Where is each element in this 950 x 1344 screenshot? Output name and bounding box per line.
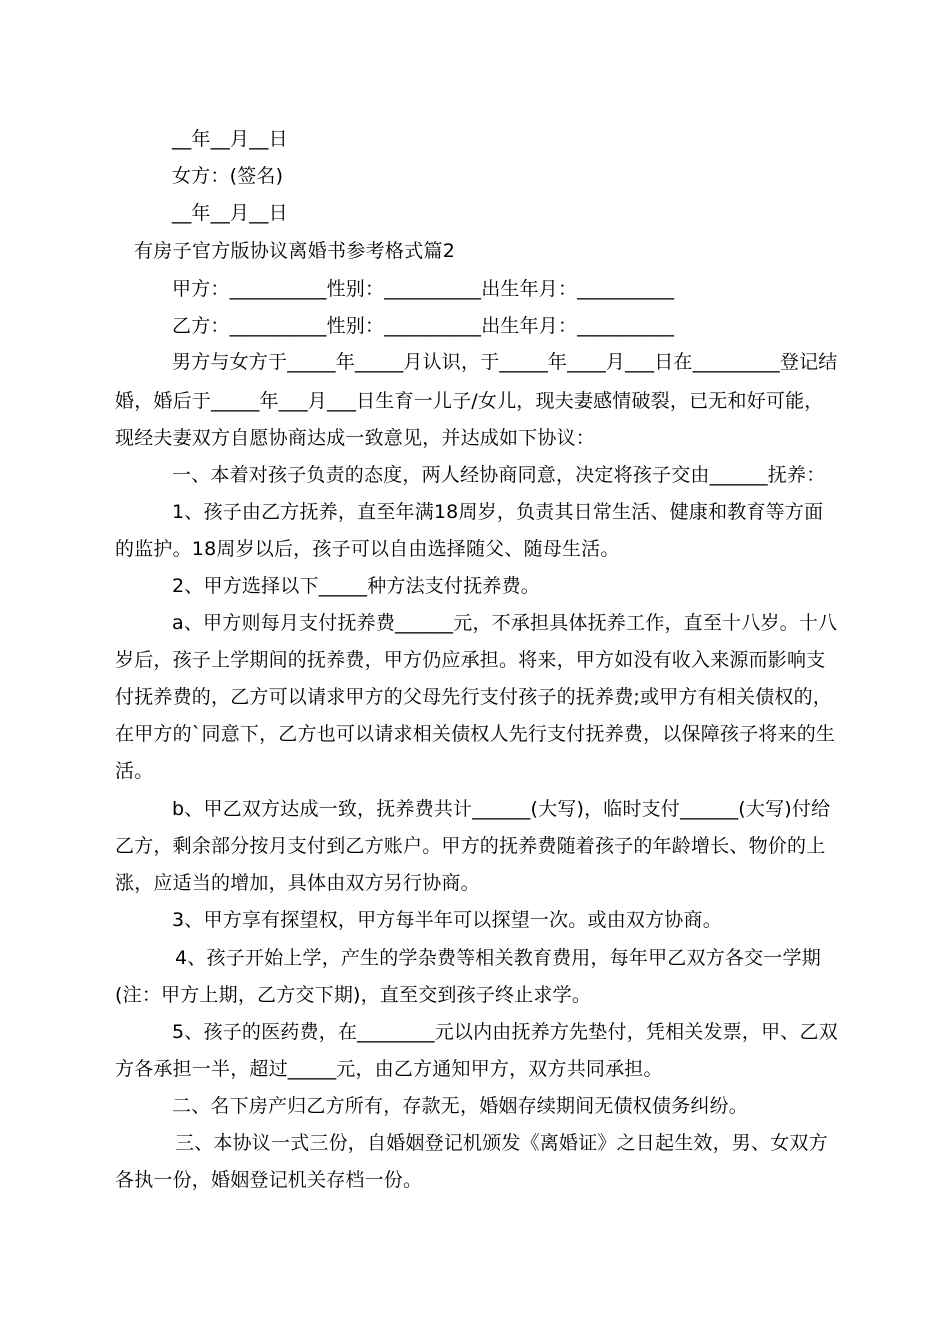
- paragraph-line: (注：甲方上期，乙方交下期)，直至交到孩子终止求学。: [115, 984, 592, 1006]
- paragraph-line: 4、孩子开始上学，产生的学杂费等相关教育费用，每年甲乙双方各交一学期: [175, 947, 821, 969]
- paragraph-line: 5、孩子的医药费，在________元以内由抚养方先垫付，凭相关发票，甲、乙双: [172, 1021, 838, 1043]
- paragraph-line: 一、本着对孩子负责的态度，两人经协商同意，决定将孩子交由______抚养：: [172, 464, 826, 486]
- paragraph-line: 的监护。18周岁以后，孩子可以自由选择随父、随母生活。: [115, 538, 620, 560]
- paragraph-line: 在甲方的`同意下，乙方也可以请求相关债权人先行支付抚养费，以保障孩子将来的生: [115, 723, 836, 745]
- date-line: __年__月__日: [172, 128, 288, 150]
- paragraph-line: 1、孩子由乙方抚养，直至年满18周岁，负责其日常生活、健康和教育等方面: [172, 501, 824, 523]
- party-b-line: 乙方：__________性别：__________出生年月：__________: [172, 315, 675, 337]
- date-line: __年__月__日: [172, 202, 288, 224]
- paragraph-line: 二、名下房产归乙方所有，存款无，婚姻存续期间无债权债务纠纷。: [172, 1095, 749, 1117]
- paragraph-line: 涨，应适当的增加，具体由双方另行协商。: [115, 872, 480, 894]
- paragraph-line: a、甲方则每月支付抚养费______元，不承担具体抚养工作，直至十八岁。十八: [172, 612, 838, 634]
- paragraph-line: 付抚养费的，乙方可以请求甲方的父母先行支付孩子的抚养费;或甲方有相关债权的，: [115, 686, 833, 708]
- party-a-line: 甲方：__________性别：__________出生年月：__________: [172, 278, 675, 300]
- paragraph-line: 男方与女方于_____年_____月认识，于_____年____月___日在_________登记结: [172, 351, 838, 373]
- paragraph-line: 三、本协议一式三份，自婚姻登记机颁发《离婚证》之日起生效，男、女双方: [175, 1132, 828, 1154]
- paragraph-line: 方各承担一半，超过_____元，由乙方通知甲方，双方共同承担。: [115, 1058, 663, 1080]
- paragraph-line: 各执一份，婚姻登记机关存档一份。: [115, 1169, 423, 1191]
- paragraph-line: 岁后，孩子上学期间的抚养费，甲方仍应承担。将来，甲方如没有收入来源而影响支: [115, 649, 826, 671]
- paragraph-line: 乙方，剩余部分按月支付到乙方账户。甲方的抚养费随着孩子的年龄增长、物价的上: [115, 835, 826, 857]
- section-title: 有房子官方版协议离婚书参考格式篇2: [134, 240, 456, 262]
- paragraph-line: 活。: [115, 760, 154, 782]
- paragraph-line: 现经夫妻双方自愿协商达成一致意见，并达成如下协议：: [115, 427, 596, 449]
- female-signature-line: 女方：(签名): [172, 165, 284, 187]
- paragraph-line: 3、甲方享有探望权，甲方每半年可以探望一次。或由双方协商。: [172, 909, 722, 931]
- paragraph-line: b、甲乙双方达成一致，抚养费共计______(大写)，临时支付______(大写)付给: [172, 798, 831, 820]
- paragraph-line: 婚，婚后于_____年___月___日生育一儿子/女儿，现夫妻感情破裂，已无和好可能，: [115, 390, 824, 412]
- paragraph-line: 2、甲方选择以下_____种方法支付抚养费。: [172, 575, 540, 597]
